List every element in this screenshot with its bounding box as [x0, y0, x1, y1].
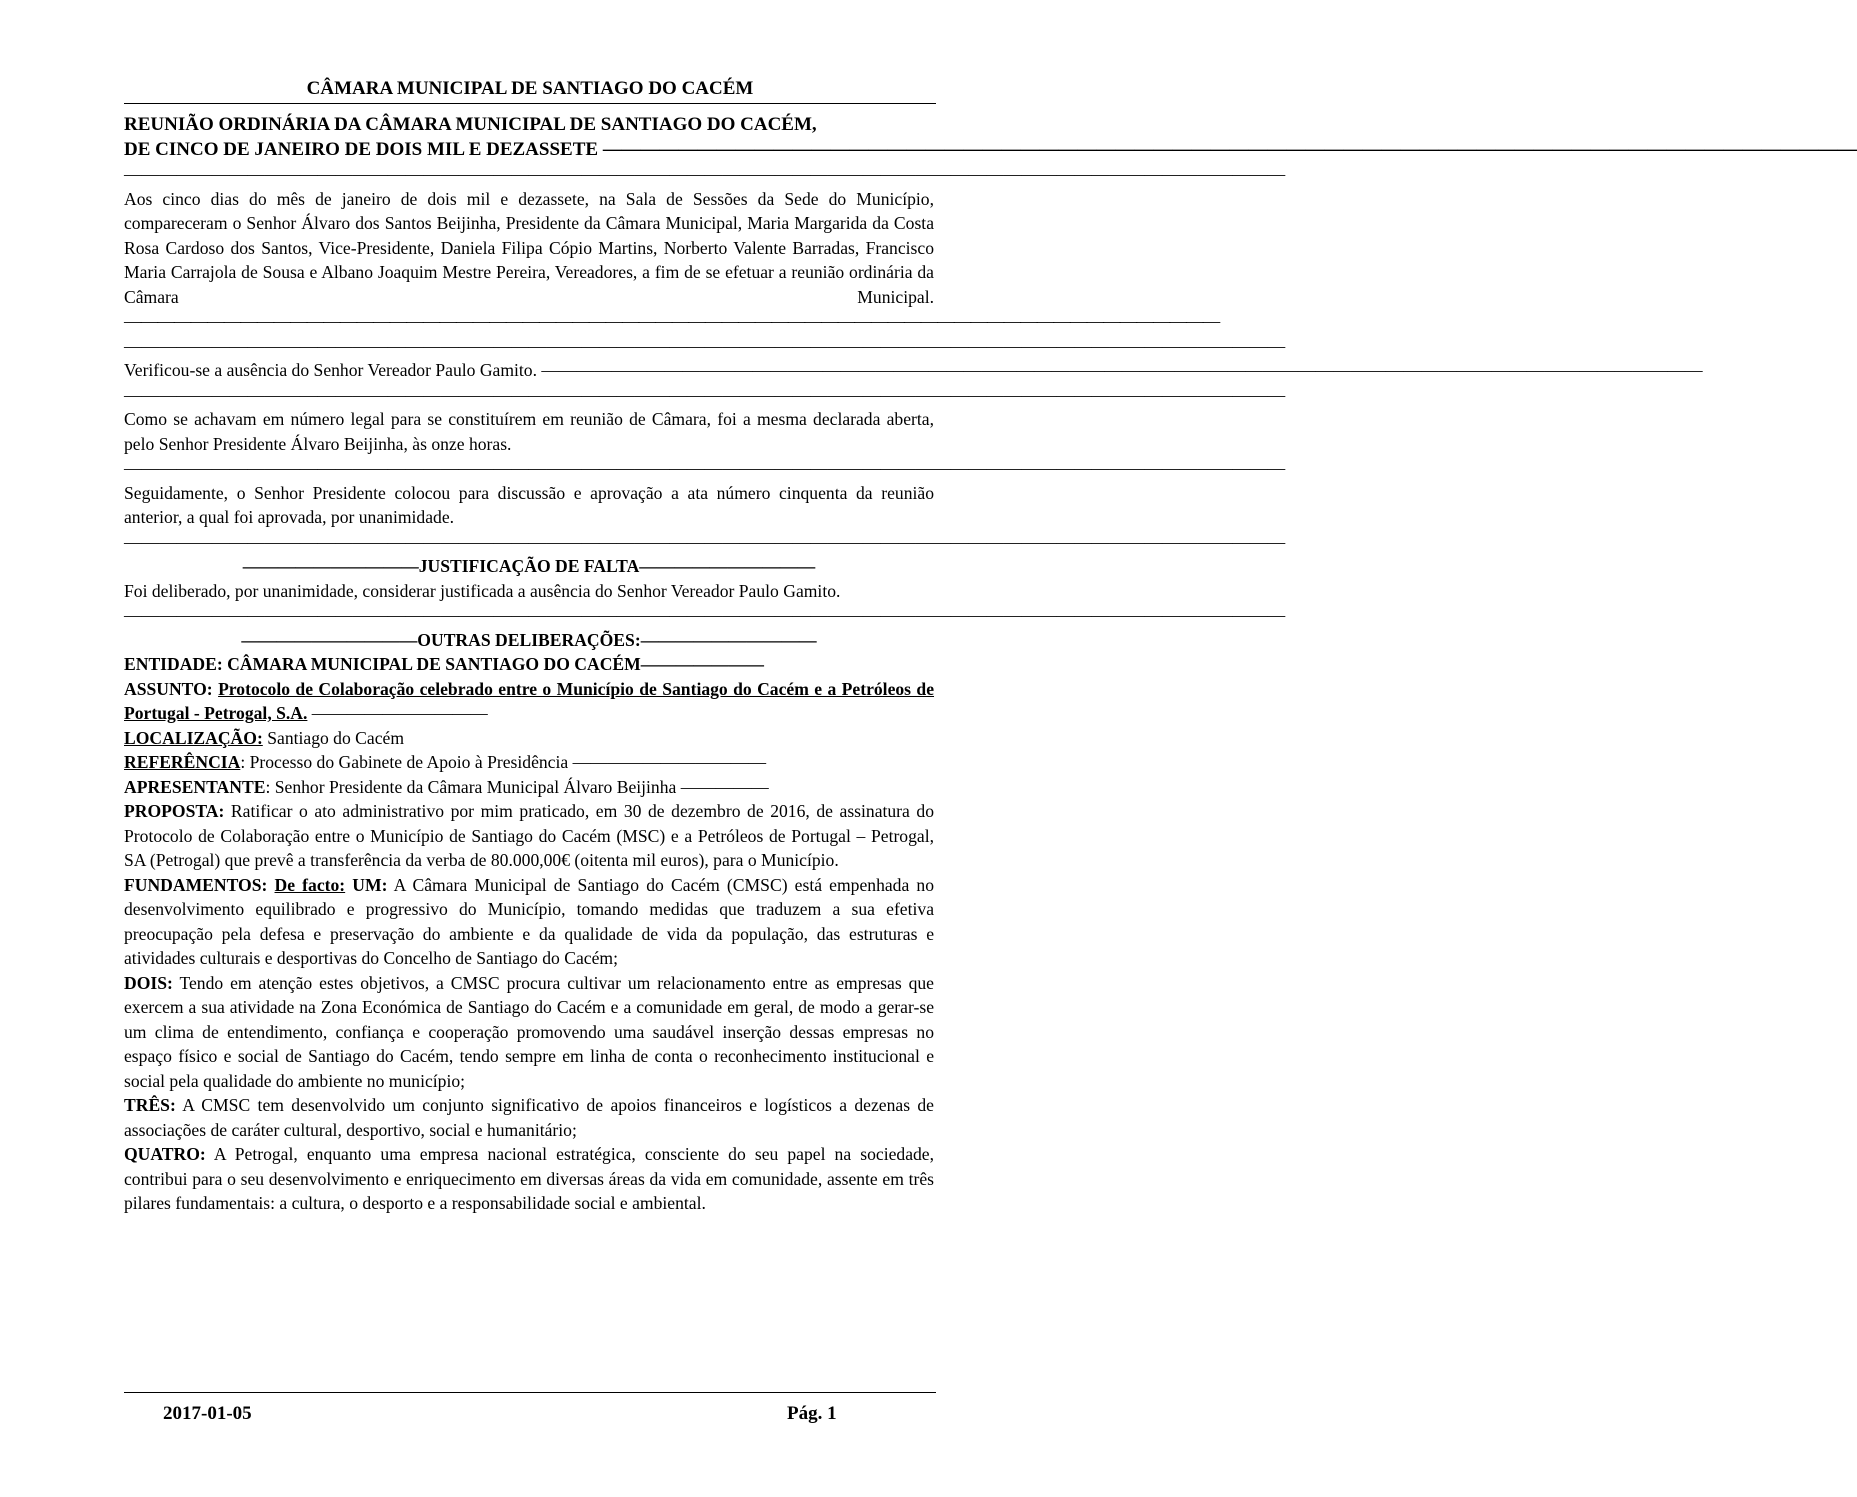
other-deliberations-heading: ——————————OUTRAS DELIBERAÇÕES:——————————	[241, 629, 817, 650]
meeting-title-line1: REUNIÃO ORDINÁRIA DA CÂMARA MUNICIPAL DE SANTIAGO DO CACÉM,	[124, 114, 817, 135]
absence-paragraph: Verificou-se a ausência do Senhor Vereador Paulo Gamito. ——————————————————————————————————————————————————————————————————	[124, 360, 1703, 380]
entity-line: ENTIDADE: CÂMARA MUNICIPAL DE SANTIAGO DO CACÉM———————	[124, 654, 764, 674]
subject-line: ASSUNTO: Protocolo de Colaboração celebrado entre o Município de Santiago do Cacém e a Petróleos de Portugal - Petrogal, S.A. ——————————	[124, 678, 935, 723]
grounds-item2: DOIS: Tendo em atenção estes objetivos, a CMSC procura cultivar um relacionamento entre as empresas que exercem a sua atividade na Zona Económica de Santiago do Cacém e a comunidade em geral, de modo a gerar-se um clima de entendimento, confiança e cooperação promovendo uma saudável inserção dessas empresas no espaço físico e social de Santiago do Cacém, tendo sempre em linha de conta o reconhecimento institucional e social pela qualidade do ambiente no município;	[124, 972, 934, 1091]
separator-line: ——————————————————————————————————————————————————————————————————	[124, 531, 1286, 552]
footer-page-number: Pág. 1	[787, 1403, 837, 1424]
proposal-paragraph: PROPOSTA: Ratificar o ato administrativo por mim praticado, em 30 de dezembro de 2016, de assinatura do Protocolo de Colaboração entre o Município de Santiago do Cacém (MSC) e a Petróleos de Portugal – Petrogal, SA (Petrogal) que prevê a transferência da verba de 80.000,00€ (oitenta mil euros), para o Município.	[124, 801, 934, 870]
justification-heading: ——————————JUSTIFICAÇÃO DE FALTA——————————	[242, 556, 816, 576]
separator-line: ——————————————————————————————————————————————————————————————————	[124, 335, 1286, 356]
page-header: CÂMARA MUNICIPAL DE SANTIAGO DO CACÉM	[306, 78, 754, 99]
footer-rule	[124, 1392, 936, 1393]
location-line: LOCALIZAÇÃO: Santiago do Cacém	[124, 727, 405, 748]
minutes-paragraph: Seguidamente, o Senhor Presidente colocou para discussão e aprovação a ata número cinquenta da reunião anterior, a qual foi aprovada, por unanimidade.	[124, 482, 934, 527]
reference-line: REFERÊNCIA: Processo do Gabinete de Apoio à Presidência ———————————	[124, 752, 767, 772]
grounds-item4: QUATRO: A Petrogal, enquanto uma empresa nacional estratégica, consciente do seu papel na sociedade, contribui para o seu desenvolvimento e enriquecimento em diversas áreas da vida em comunidade, assente em três pilares fundamentais: a cultura, o desporto e a responsabilidade social e ambiental.	[124, 1144, 935, 1213]
document-body	[124, 112, 1857, 1216]
meeting-title	[124, 112, 1857, 162]
meeting-title-line2: DE CINCO DE JANEIRO DE DOIS MIL E DEZASSETE	[124, 139, 599, 160]
header-rule	[124, 103, 936, 104]
separator-line: ——————————————————————————————————————————————————————————————————	[124, 458, 1286, 478]
justification-paragraph: Foi deliberado, por unanimidade, considerar justificada a ausência do Senhor Vereador Paulo Gamito.	[124, 580, 841, 601]
footer-date: 2017-01-05	[163, 1403, 252, 1424]
grounds-item3: TRÊS: A CMSC tem desenvolvido um conjunto significativo de apoios financeiros e logísticos a dezenas de associações de caráter cultural, desportivo, social e humanitário;	[124, 1095, 934, 1140]
attendance-paragraph: Aos cinco dias do mês de janeiro de dois mil e dezassete, na Sala de Sessões da Sede do Município, compareceram o Senhor Álvaro dos Santos Beijinha, Presidente da Câmara Municipal, Maria Margarida da Costa Rosa Cardoso dos Santos, Vice-Presidente, Daniela Filipa Cópio Martins, Norberto Valente Barradas, Francisco Maria Carrajola de Sousa e Albano Joaquim Mestre Pereira, Vereadores, a fim de se efetuar a reunião ordinária da Câmara Municipal. ——————————————————————————————————————————————————————————————————	[124, 188, 1220, 331]
presenter-line: APRESENTANTE: Senhor Presidente da Câmara Municipal Álvaro Beijinha —————	[124, 776, 769, 797]
separator-line: ——————————————————————————————————————————————————————————————————	[124, 164, 1286, 184]
grounds-item1: FUNDAMENTOS: De facto: UM: A Câmara Municipal de Santiago do Cacém (CMSC) está empenhada no desenvolvimento equilibrado e progressivo do Município, tomando medidas que traduzem a sua efetiva preocupação pela defesa e preservação do ambiente e da qualidade de vida da população, das estruturas e atividades culturais e desportivas do Concelho de Santiago do Cacém;	[124, 874, 935, 968]
separator-line: ——————————————————————————————————————————————————————————————————	[124, 605, 1286, 625]
separator-line: ——————————————————————————————————————————————————————————————————	[124, 384, 1286, 405]
opening-paragraph: Como se achavam em número legal para se constituírem em reunião de Câmara, foi a mesma declarada aberta, pelo Senhor Presidente Álvaro Beijinha, às onze horas.	[124, 409, 934, 454]
filler: ——————————————————————————————————————————————————————————————————	[602, 139, 1857, 160]
